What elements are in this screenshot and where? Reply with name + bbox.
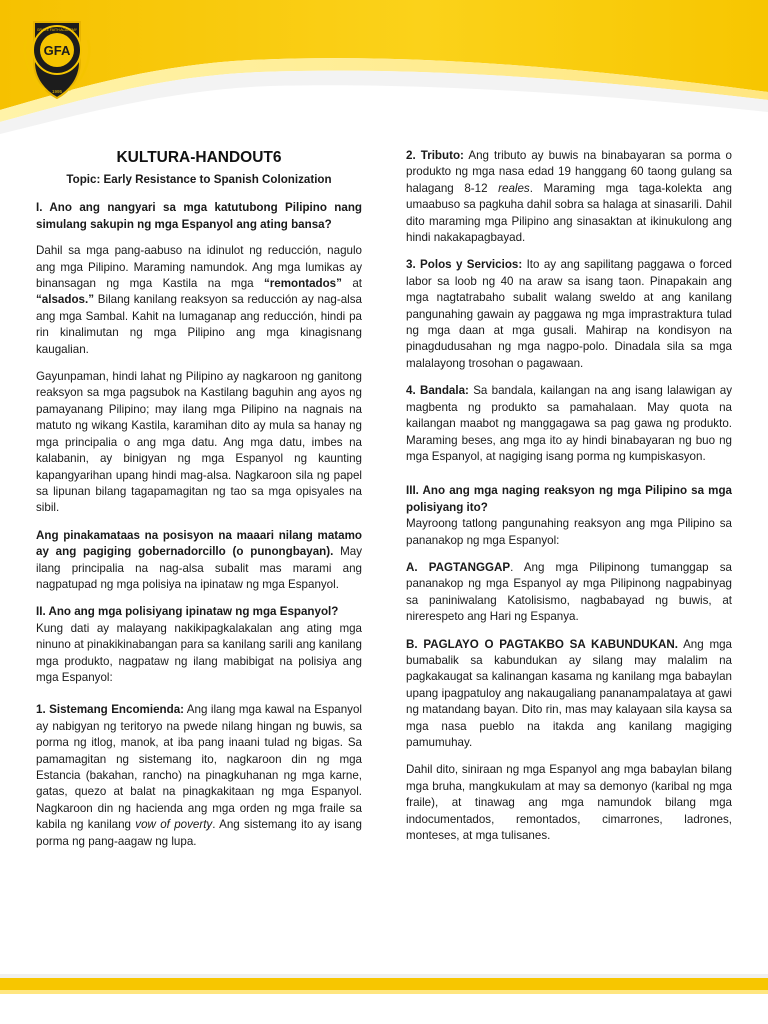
section1-paragraph2: Gayunpaman, hindi lahat ng Pilipino ay nagkaroon ng ganitong reaksyon sa mga pagsubok na Kastilang baguhin ang ayos ng pamayanang Pilipino; may ilang mga Pilipino na nagnais na matuto ng wikang Kastila, karamihan dito ay mula sa hanay ng mga principalia o ang mga datu. Ang mga datu, imbes na kalabanin, ay binigyan ng mga Espanyol ng kaunting kapangyarihan upang hindi mag-alsa. Nagkaroon sila ng papel sa lipunan bilang tagapamagitan ng tao sa mga opisyales na sibil. <box>36 370 362 515</box>
footer-band <box>0 960 768 1024</box>
section1-paragraph3: Ang pinakamataas na posisyon na maaari nilang matamo ay ang pagiging gobernadorcillo (o punongbayan). May ilang principalia na nag-alsa subalit mas marami ang nagpatupad ng mga polisiya na ipinataw ng mga Espanyol. <box>36 528 363 591</box>
logo-year: 1995 <box>51 89 63 94</box>
logo-initials: GFA <box>43 43 71 58</box>
section2-question: II. Ano ang mga polisiyang ipinataw ng mga Espanyol? <box>36 605 339 619</box>
right-column <box>406 148 732 855</box>
handout-title: KULTURA-HANDOUT6 <box>116 149 282 166</box>
section3-intro: Mayroong tatlong pangunahing reaksyon ang mga Pilipino sa pananakop ng mga Espanyol: <box>406 517 732 547</box>
section3-question: III. Ano ang mga naging reaksyon ng mga Pilipino sa mga polisiyang ito? <box>406 484 732 514</box>
section2-intro: Kung dati ay malayang nakikipagkalakalan ang ating mga ninuno at pinakikinabangan para sa kanilang sarili ang kanilang mga produkto, nagpataw ng ilang mabibigat na polisiya ang mga Espanyol: <box>36 621 362 684</box>
policy-item-4: 4. Bandala: Sa bandala, kailangan na ang isang lalawigan ay magbenta ng produkto sa pamahalaan. May quota na kailangan maabot ng manggagawa sa pag gawa ng produkto. Maraming beses, ang mga ito ay hindi binabayaran ng buo ng mga Espanyol, at nagiging isang porma ng kumpiskasyon. <box>406 384 732 463</box>
header-banner <box>0 0 768 140</box>
section3-closing: Dahil dito, siniraan ng mga Espanyol ang mga babaylan bilang mga bruha, mangkukulam at may sa demonyo (karibal ng mga fraile), at tinawag ang mga namundok bilang mga indocumentados, remontados, cimarrones, ladrones, monteses, at mga tulisanes. <box>406 763 732 843</box>
policy-item-2: 2. Tributo: Ang tributo ay buwis na binabayaran sa porma o produkto ng mga nasa edad 19 hanggang 60 taong gulang sa halagang 8-12 reales. Maraming mga taga-kolekta ang umaabuso sa pagkuha dahil sobra sa halaga at sinasarili. Dahil dito maraming mga Pilipino ang sinasaktan at ikinukulong ang hindi nakakapagbayad. <box>406 149 732 245</box>
policy-item-1: 1. Sistemang Encomienda: Ang ilang mga kawal na Espanyol ay nabigyan ng teritoryo na pwede nilang hingan ng buwis, sa porma ng itlog, manok, at iba pang inaani tulad ng bigas. Sa pamamagitan ng sistemang ito, nagkaroon din ng mga Estancia (bakahan, rancho) na pinagkuhanan ng mga karne, gatas, quezo at balat na pinagkakitaan ng mga Espanyol. Nagkaroon din ng hacienda ang mga orden ng mga fraile sa kabila ng kanilang vow of poverty. Ang sistemang ito ay isang porma ng pang-aagaw ng lupa. <box>36 703 362 848</box>
reaction-a: A. PAGTANGGAP. Ang mga Pilipinong tumanggap sa pananakop ng mga Espanyol ay mga Pilipinong nagpabinyag sa paniniwalang Katolisismo, nagbabayad ng buwis, at nirerespeto ang Hari ng Espanya. <box>406 560 733 624</box>
left-column <box>36 148 362 861</box>
section1-question: I. Ano ang nangyari sa mga katutubong Pilipino nang simulang sakupin ng mga Espanyol ang ating bansa? <box>36 201 362 231</box>
section1-paragraph1: Dahil sa mga pang-aabuso na idinulot ng reducción, nagulo ang mga Pilipino. Maraming namundok. Ang mga lumikas ay binansagan ng mga Kastila na mga “remontados” at “alsados.” Bilang kanilang reaksyon sa reducción ay nag-alsa ang mga Sambal. Kahit na lumaganap ang reducción, hindi pa rin kinalimutan ng mga Pilipino ang mga kinagisnang kaugalian. <box>36 244 362 356</box>
reaction-b: B. PAGLAYO O PAGTAKBO SA KABUNDUKAN. Ang mga bumabalik sa kabundukan ay silang may malalim na pagkakaugat sa kalinangan kasama ng kanilang mga babaylan upang ipagpatuloy ang nakaugaliang pananampalataya at gawi ng matandang bayan. Dito rin, mas may kalayaan sila kaysa sa mga nasa pueblo na itakda ang kanilang magiging pamumuhay. <box>406 637 732 749</box>
policy-item-3: 3. Polos y Servicios: Ito ay ang sapilitang paggawa o forced labor sa loob ng 40 na araw sa isang taon. Pinapakain ang mga nagtatrabaho subalit walang sweldo at ang kanilang pangunahing gawain ay paggawa ng mga imprastraktura tulad ng mga daan at mga gusali. Mahirap na kondisyon na pinagdudusahan ng mga nagpo-polo. Dinadala sila sa mga malalayong trosohan o pagawaan. <box>406 258 732 370</box>
logo-ring-text: GRACE FAITH ACADEMY <box>36 28 78 32</box>
handout-topic: Topic: Early Resistance to Spanish Colonization <box>66 173 332 186</box>
